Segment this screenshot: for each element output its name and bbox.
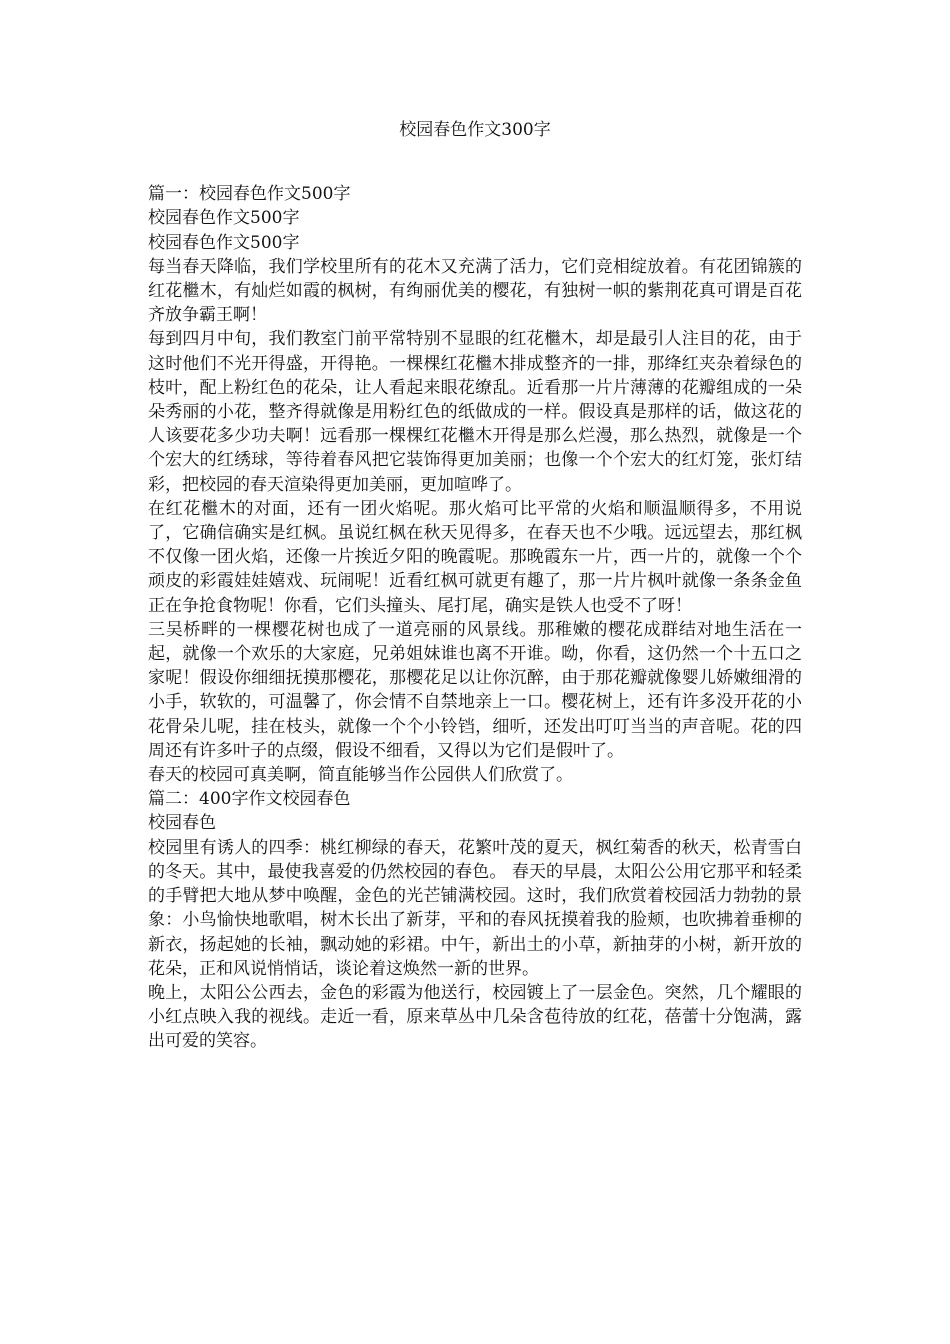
paragraph: 春天的校园可真美啊，简直能够当作公园供人们欣赏了。: [148, 765, 573, 786]
document-page: [148, 118, 802, 1054]
paragraph: 晚上，太阳公公西去，金色的彩霞为他送行，校园镀上了一层金色。突然，几个耀眼的小红点映入我的视线。走近一看，原来草丛中几朵含苞待放的红花，蓓蕾十分饱满，露出可爱的笑容。: [148, 982, 802, 1052]
document-title: 校园春色作文300字: [399, 120, 551, 140]
paragraph: 在红花檵木的对面，还有一团火焰呢。那火焰可比平常的火焰和顺温顺得多，不用说了，它确信确实是红枫。虽说红枫在秋天见得多，在春天也不少哦。远远望去，那红枫不仅像一团火焰，还像一片挨近夕阳的晚霞呢。那晚霞东一片，西一片的，就像一个个顽皮的彩霞娃娃嬉戏、玩闹呢！近看红枫可就更有趣了，那一片片枫叶就像一条条金鱼正在争抢食物呢！你看，它们头撞头、尾打尾，确实是铁人也受不了呀！: [148, 498, 802, 616]
paragraph: 校园里有诱人的四季：桃红柳绿的春天，花繁叶茂的夏天，枫红菊香的秋天，松青雪白的冬天。其中，最使我喜爱的仍然校园的春色。 春天的早晨，太阳公公用它那平和轻柔的手臂把大地从梦中唤醒，金色的光芒铺满校园。这时，我们欣赏着校园活力勃勃的景象：小鸟愉快地歌唱，树木长出了新芽，平和的春风抚摸着我的脸颊，也吹拂着垂柳的新衣，扬起她的长袖，飘动她的彩裙。中午，新出土的小草，新抽芽的小树，新开放的花朵，正和风说悄悄话，谈论着这焕然一新的世界。: [148, 837, 802, 979]
paragraph: 三吴桥畔的一棵樱花树也成了一道亮丽的风景线。那稚嫩的樱花成群结对地生活在一起，就像一个欢乐的大家庭，兄弟姐妹谁也离不开谁。呦，你看，这仍然一个十五口之家呢！假设你细细抚摸那樱花，那樱花足以让你沉醉，由于那花瓣就像婴儿娇嫩细滑的小手，软软的，可温馨了，你会情不自禁地亲上一口。樱花树上，还有许多没开花的小花骨朵儿呢，挂在枝头，就像一个个小铃铛，细听，还发出叮叮当当的声音呢。花的四周还有许多叶子的点缀，假设不细看，又得以为它们是假叶了。: [148, 619, 802, 761]
paragraph: 每当春天降临，我们学校里所有的花木又充满了活力，它们竞相绽放着。有花团锦簇的红花檵木，有灿烂如霞的枫树，有绚丽优美的樱花，有独树一帜的紫荆花真可谓是百花齐放争霸王啊！: [148, 256, 802, 326]
subheading: 校园春色作文500字: [148, 232, 300, 253]
paragraph: 每到四月中旬，我们教室门前平常特别不显眼的红花檵木，却是最引人注目的花，由于这时他们不光开得盛，开得艳。一棵棵红花檵木排成整齐的一排，那绛红夹杂着绿色的枝叶，配上粉红色的花朵，让人看起来眼花缭乱。近看那一片片薄薄的花瓣组成的一朵朵秀丽的小花，整齐得就像是用粉红色的纸做成的一样。假设真是那样的话，做这花的人该要花多少功夫啊！远看那一棵棵红花檵木开得是那么烂漫，那么热烈，就像是一个个宏大的红绣球，等待着春风把它装饰得更加美丽；也像一个个宏大的红灯笼，张灯结彩，把校园的春天渲染得更加美丽，更加喧哗了。: [148, 329, 802, 495]
subheading: 校园春色作文500字: [148, 208, 300, 229]
subheading: 校园春色: [148, 813, 216, 834]
heading-part-two: 篇二：400字作文校园春色: [148, 789, 351, 810]
heading-part-one: 篇一：校园春色作文500字: [148, 184, 351, 205]
